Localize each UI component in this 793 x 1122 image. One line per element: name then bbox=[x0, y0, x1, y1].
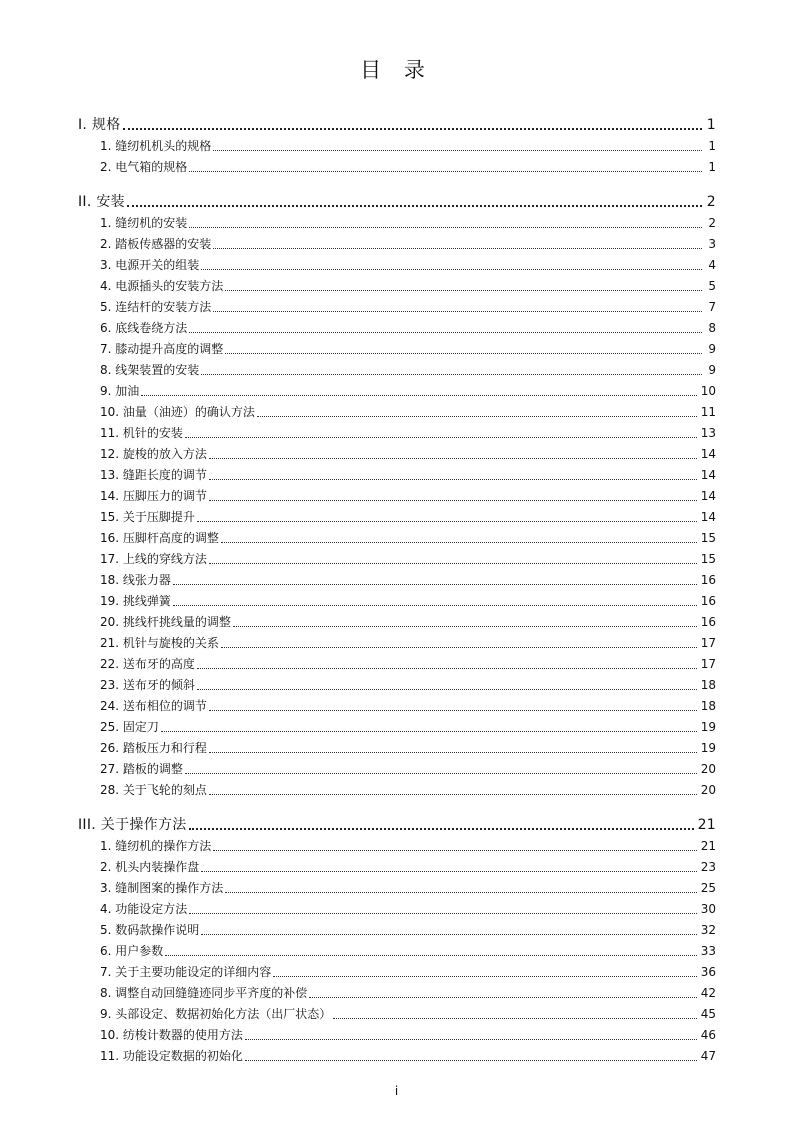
entry-title: 9. 加油 bbox=[100, 384, 140, 398]
entry-title: 5. 数码款操作说明 bbox=[100, 923, 200, 937]
dot-leader bbox=[185, 437, 697, 438]
entry-page-number: 18 bbox=[700, 699, 716, 713]
toc-sub-entry[interactable] bbox=[78, 857, 716, 878]
toc-sub-entry[interactable] bbox=[78, 318, 716, 339]
toc-sub-entry[interactable] bbox=[78, 654, 716, 675]
toc-sub-entry[interactable] bbox=[78, 136, 716, 157]
entry-page-number: 30 bbox=[700, 902, 716, 916]
dot-leader bbox=[123, 128, 702, 130]
entry-page-number: 32 bbox=[700, 923, 716, 937]
entry-title: 1. 缝纫机的安装 bbox=[100, 216, 188, 230]
toc-sub-entry[interactable] bbox=[78, 213, 716, 234]
toc-sub-entry[interactable] bbox=[78, 423, 716, 444]
dot-leader bbox=[209, 500, 697, 501]
dot-leader bbox=[141, 395, 696, 396]
entry-page-number: 42 bbox=[700, 986, 716, 1000]
entry-page-number: 4 bbox=[708, 258, 716, 272]
entry-title: 8. 线架装置的安装 bbox=[100, 363, 200, 377]
toc-section bbox=[78, 191, 716, 801]
dot-leader bbox=[201, 374, 702, 375]
toc-chapter-entry[interactable] bbox=[78, 191, 716, 213]
entry-page-number: 15 bbox=[700, 552, 716, 566]
toc-sub-entry[interactable] bbox=[78, 696, 716, 717]
dot-leader bbox=[221, 647, 697, 648]
dot-leader bbox=[197, 521, 697, 522]
dot-leader bbox=[213, 311, 702, 312]
dot-leader bbox=[189, 332, 702, 333]
toc-sub-entry[interactable] bbox=[78, 612, 716, 633]
entry-page-number: 13 bbox=[700, 426, 716, 440]
entry-page-number: 17 bbox=[700, 636, 716, 650]
entry-page-number: 33 bbox=[700, 944, 716, 958]
entry-page-number: 19 bbox=[700, 720, 716, 734]
entry-page-number: 47 bbox=[700, 1049, 716, 1063]
entry-page-number: 2 bbox=[708, 216, 716, 230]
dot-leader bbox=[185, 773, 697, 774]
entry-page-number: 1 bbox=[708, 160, 716, 174]
dot-leader bbox=[273, 976, 696, 977]
toc-sub-entry[interactable] bbox=[78, 675, 716, 696]
page-title: 目 录 bbox=[360, 58, 433, 82]
dot-leader bbox=[189, 913, 696, 914]
dot-leader bbox=[213, 850, 696, 851]
entry-title: 1. 缝纫机机头的规格 bbox=[100, 139, 212, 153]
toc-sub-entry[interactable] bbox=[78, 570, 716, 591]
entry-title: 4. 功能设定方法 bbox=[100, 902, 188, 916]
dot-leader bbox=[221, 542, 697, 543]
dot-leader bbox=[173, 584, 697, 585]
entry-page-number: 16 bbox=[700, 573, 716, 587]
dot-leader bbox=[225, 290, 702, 291]
dot-leader bbox=[225, 892, 696, 893]
toc-sub-entry[interactable] bbox=[78, 360, 716, 381]
entry-page-number: 16 bbox=[700, 615, 716, 629]
dot-leader bbox=[165, 955, 696, 956]
entry-title: I. 规格 bbox=[78, 117, 121, 133]
dot-leader bbox=[161, 731, 697, 732]
toc-sub-entry[interactable] bbox=[78, 1025, 716, 1046]
entry-page-number: 14 bbox=[700, 468, 716, 482]
toc-sub-entry[interactable] bbox=[78, 297, 716, 318]
entry-title: 3. 缝制图案的操作方法 bbox=[100, 881, 224, 895]
entry-title: 22. 送布牙的高度 bbox=[100, 657, 195, 671]
dot-leader bbox=[201, 871, 696, 872]
entry-title: 6. 底线卷绕方法 bbox=[100, 321, 188, 335]
entry-page-number: 36 bbox=[700, 965, 716, 979]
dot-leader bbox=[209, 710, 697, 711]
entry-title: 10. 纺梭计数器的使用方法 bbox=[100, 1028, 243, 1042]
entry-page-number: 15 bbox=[700, 531, 716, 545]
entry-page-number: 5 bbox=[708, 279, 716, 293]
dot-leader bbox=[245, 1060, 697, 1061]
entry-title: 3. 电源开关的组装 bbox=[100, 258, 200, 272]
entry-title: 2. 电气箱的规格 bbox=[100, 160, 188, 174]
dot-leader bbox=[127, 205, 702, 207]
entry-page-number: 11 bbox=[700, 405, 716, 419]
toc-sub-entry[interactable] bbox=[78, 878, 716, 899]
dot-leader bbox=[213, 248, 702, 249]
entry-title: 26. 踏板压力和行程 bbox=[100, 741, 207, 755]
dot-leader bbox=[209, 563, 697, 564]
toc-section bbox=[78, 114, 716, 178]
dot-leader bbox=[197, 689, 697, 690]
entry-page-number: 21 bbox=[700, 839, 716, 853]
entry-page-number: 3 bbox=[708, 237, 716, 251]
entry-page-number: 14 bbox=[700, 447, 716, 461]
page-number: i bbox=[394, 1084, 399, 1098]
entry-title: 21. 机针与旋梭的关系 bbox=[100, 636, 219, 650]
entry-page-number: 21 bbox=[697, 817, 716, 833]
toc-sub-entry[interactable] bbox=[78, 738, 716, 759]
dot-leader bbox=[245, 1039, 697, 1040]
entry-title: III. 关于操作方法 bbox=[78, 817, 187, 833]
entry-page-number: 1 bbox=[706, 117, 716, 133]
entry-page-number: 18 bbox=[700, 678, 716, 692]
toc-sub-entry[interactable] bbox=[78, 836, 716, 857]
entry-title: 24. 送布相位的调节 bbox=[100, 699, 207, 713]
entry-title: 5. 连结杆的安装方法 bbox=[100, 300, 212, 314]
entry-title: 2. 机头内装操作盘 bbox=[100, 860, 200, 874]
toc-chapter-entry[interactable] bbox=[78, 114, 716, 136]
entry-page-number: 1 bbox=[708, 139, 716, 153]
dot-leader bbox=[209, 479, 697, 480]
entry-title: 9. 头部设定、数据初始化方法（出厂状态） bbox=[100, 1007, 332, 1021]
entry-page-number: 45 bbox=[700, 1007, 716, 1021]
entry-page-number: 19 bbox=[700, 741, 716, 755]
toc-sub-entry[interactable] bbox=[78, 1046, 716, 1067]
toc-sub-entry[interactable] bbox=[78, 591, 716, 612]
toc-sub-entry[interactable] bbox=[78, 549, 716, 570]
toc-chapter-entry[interactable] bbox=[78, 814, 716, 836]
entry-page-number: 14 bbox=[700, 510, 716, 524]
entry-page-number: 25 bbox=[700, 881, 716, 895]
entry-title: 4. 电源插头的安装方法 bbox=[100, 279, 224, 293]
dot-leader bbox=[213, 150, 702, 151]
entry-page-number: 16 bbox=[700, 594, 716, 608]
toc-sub-entry[interactable] bbox=[78, 444, 716, 465]
entry-page-number: 2 bbox=[706, 194, 716, 210]
entry-title: 25. 固定刀 bbox=[100, 720, 159, 734]
entry-title: 19. 挑线弹簧 bbox=[100, 594, 171, 608]
toc-sub-entry[interactable] bbox=[78, 486, 716, 507]
entry-title: 15. 关于压脚提升 bbox=[100, 510, 195, 524]
toc-sub-entry[interactable] bbox=[78, 962, 716, 983]
entry-page-number: 46 bbox=[700, 1028, 716, 1042]
dot-leader bbox=[257, 416, 697, 417]
dot-leader bbox=[225, 353, 702, 354]
toc-sub-entry[interactable] bbox=[78, 759, 716, 780]
table-of-contents bbox=[78, 114, 716, 1080]
entry-title: 2. 踏板传感器的安装 bbox=[100, 237, 212, 251]
entry-title: 17. 上线的穿线方法 bbox=[100, 552, 207, 566]
toc-sub-entry[interactable] bbox=[78, 528, 716, 549]
toc-sub-entry[interactable] bbox=[78, 899, 716, 920]
toc-sub-entry[interactable] bbox=[78, 157, 716, 178]
entry-title: 18. 线张力器 bbox=[100, 573, 171, 587]
entry-title: 23. 送布牙的倾斜 bbox=[100, 678, 195, 692]
entry-page-number: 9 bbox=[708, 342, 716, 356]
entry-title: 6. 用户参数 bbox=[100, 944, 164, 958]
dot-leader bbox=[201, 269, 702, 270]
dot-leader bbox=[173, 605, 697, 606]
toc-sub-entry[interactable] bbox=[78, 717, 716, 738]
toc-sub-entry[interactable] bbox=[78, 381, 716, 402]
dot-leader bbox=[189, 828, 694, 830]
entry-title: 28. 关于飞轮的刻点 bbox=[100, 783, 207, 797]
entry-page-number: 23 bbox=[700, 860, 716, 874]
entry-title: 14. 压脚压力的调节 bbox=[100, 489, 207, 503]
entry-page-number: 20 bbox=[700, 762, 716, 776]
dot-leader bbox=[209, 794, 697, 795]
toc-sub-entry[interactable] bbox=[78, 339, 716, 360]
toc-sub-entry[interactable] bbox=[78, 465, 716, 486]
entry-page-number: 8 bbox=[708, 321, 716, 335]
toc-sub-entry[interactable] bbox=[78, 983, 716, 1004]
entry-title: 16. 压脚杆高度的调整 bbox=[100, 531, 219, 545]
dot-leader bbox=[209, 458, 697, 459]
dot-leader bbox=[197, 668, 697, 669]
entry-title: 11. 机针的安装 bbox=[100, 426, 183, 440]
entry-page-number: 9 bbox=[708, 363, 716, 377]
toc-sub-entry[interactable] bbox=[78, 507, 716, 528]
dot-leader bbox=[201, 934, 696, 935]
toc-sub-entry[interactable] bbox=[78, 276, 716, 297]
dot-leader bbox=[209, 752, 697, 753]
entry-title: 11. 功能设定数据的初始化 bbox=[100, 1049, 243, 1063]
toc-sub-entry[interactable] bbox=[78, 234, 716, 255]
toc-section bbox=[78, 814, 716, 1067]
entry-page-number: 20 bbox=[700, 783, 716, 797]
entry-title: 13. 缝距长度的调节 bbox=[100, 468, 207, 482]
entry-title: 27. 踏板的调整 bbox=[100, 762, 183, 776]
dot-leader bbox=[333, 1018, 696, 1019]
entry-page-number: 14 bbox=[700, 489, 716, 503]
dot-leader bbox=[189, 171, 702, 172]
dot-leader bbox=[309, 997, 696, 998]
entry-title: 10. 油量（油迹）的确认方法 bbox=[100, 405, 255, 419]
toc-sub-entry[interactable] bbox=[78, 920, 716, 941]
entry-page-number: 10 bbox=[700, 384, 716, 398]
entry-page-number: 17 bbox=[700, 657, 716, 671]
entry-title: 12. 旋梭的放入方法 bbox=[100, 447, 207, 461]
entry-title: II. 安装 bbox=[78, 194, 125, 210]
entry-title: 7. 膝动提升高度的调整 bbox=[100, 342, 224, 356]
entry-title: 8. 调整自动回缝缝迹同步平齐度的补偿 bbox=[100, 986, 308, 1000]
toc-sub-entry[interactable] bbox=[78, 255, 716, 276]
toc-sub-entry[interactable] bbox=[78, 941, 716, 962]
entry-title: 20. 挑线杆挑线量的调整 bbox=[100, 615, 231, 629]
dot-leader bbox=[189, 227, 702, 228]
toc-sub-entry[interactable] bbox=[78, 1004, 716, 1025]
entry-title: 7. 关于主要功能设定的详细内容 bbox=[100, 965, 272, 979]
toc-sub-entry[interactable] bbox=[78, 780, 716, 801]
dot-leader bbox=[233, 626, 697, 627]
entry-page-number: 7 bbox=[708, 300, 716, 314]
toc-sub-entry[interactable] bbox=[78, 402, 716, 423]
toc-sub-entry[interactable] bbox=[78, 633, 716, 654]
entry-title: 1. 缝纫机的操作方法 bbox=[100, 839, 212, 853]
